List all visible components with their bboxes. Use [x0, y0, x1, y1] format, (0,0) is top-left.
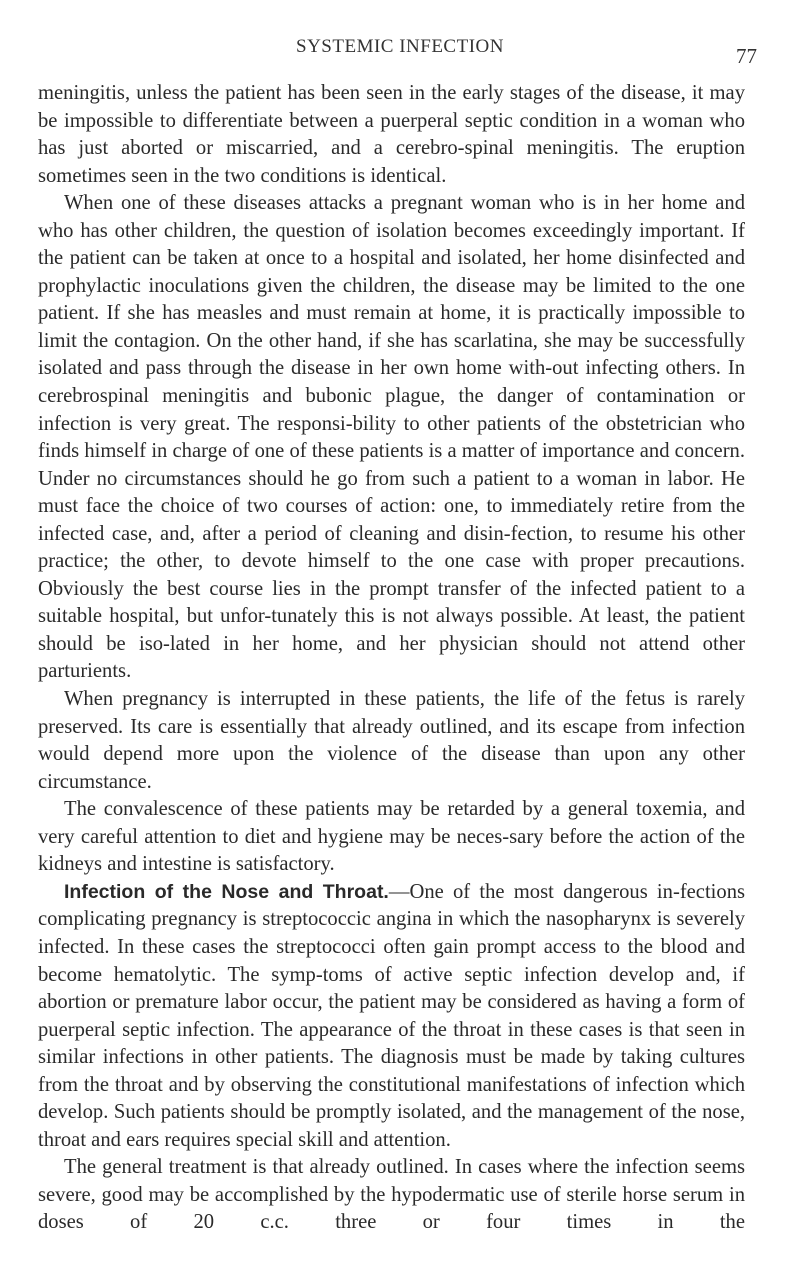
body-text: [38, 80, 745, 1237]
running-head: SYSTEMIC INFECTION: [296, 36, 504, 57]
page-number: 77: [736, 44, 757, 68]
paragraph-continued: meningitis, unless the patient has been seen in the early stages of the disease, it may be impossible to differentiate between a puerperal septic condition in a woman who has just aborted or miscarried, and a cerebro-spinal meningitis. The eruption sometimes seen in the two conditions is identical.: [38, 82, 745, 187]
section-lead-text: —One of the most dangerous in-fections complicating pregnancy is streptococcic angina in which the nasopharynx is severely infected. In these cases the streptococci often gain prompt access to the blood and become hematolytic. The symp-toms of active septic infection develop and, if abortion or premature labor occur, the patient may be considered as having a form of puerperal septic infection. The appearance of the throat in these cases is that seen in similar infections in other patients. The diagnosis must be made by taking cultures from the throat and by observing the constitutional manifestations of infection which develop. Such patients should be promptly isolated, and the management of the nose, throat and ears requires special skill and attention.: [38, 880, 746, 1151]
section-paragraph: [38, 879, 745, 1154]
paragraph-fetus: When pregnancy is interrupted in these patients, the life of the fetus is rarely preserved. Its care is essentially that already outlined, and its escape from infection would depend more upon the violence of the disease than upon any other circumstance.: [38, 688, 745, 793]
paragraph-convalescence: The convalescence of these patients may be retarded by a general toxemia, and very careful attention to diet and hygiene may be neces-sary before the action of the kidneys and intestine is satisfactory.: [38, 798, 745, 876]
paragraph-treatment: The general treatment is that already outlined. In cases where the infection seems severe, good may be accomplished by the hypodermatic use of sterile horse serum in doses of 20 c.c. three or four times in the: [38, 1156, 745, 1234]
paragraph-isolation: When one of these diseases attacks a pregnant woman who is in her home and who has other children, the question of isolation becomes exceedingly important. If the patient can be taken at once to a hospital and isolated, her home disinfected and prophylactic inoculations given the children, the disease may be limited to the one patient. If she has measles and must remain at home, it is practically impossible to limit the contagion. On the other hand, if she has scarlatina, she may be successfully isolated and pass through the disease in her own home with-out infecting others. In cerebrospinal meningitis and bubonic plague, the danger of contamination or infection is very great. The responsi-bility to other patients of the obstetrician who finds himself in charge of one of these patients is a matter of importance and concern. Under no circumstances should he go from such a patient to a woman in labor. He must face the choice of two courses of action: one, to immediately retire from the infected case, and, after a period of cleaning and disin-fection, to resume his other practice; the other, to devote himself to the one case with proper precautions. Obviously the best course lies in the prompt transfer of the infected patient to a suitable hospital, but unfor-tunately this is not always possible. At least, the patient should be iso-lated in her home, and her physician should not attend other parturients.: [38, 192, 745, 683]
section-heading: Infection of the Nose and Throat.: [64, 880, 389, 903]
